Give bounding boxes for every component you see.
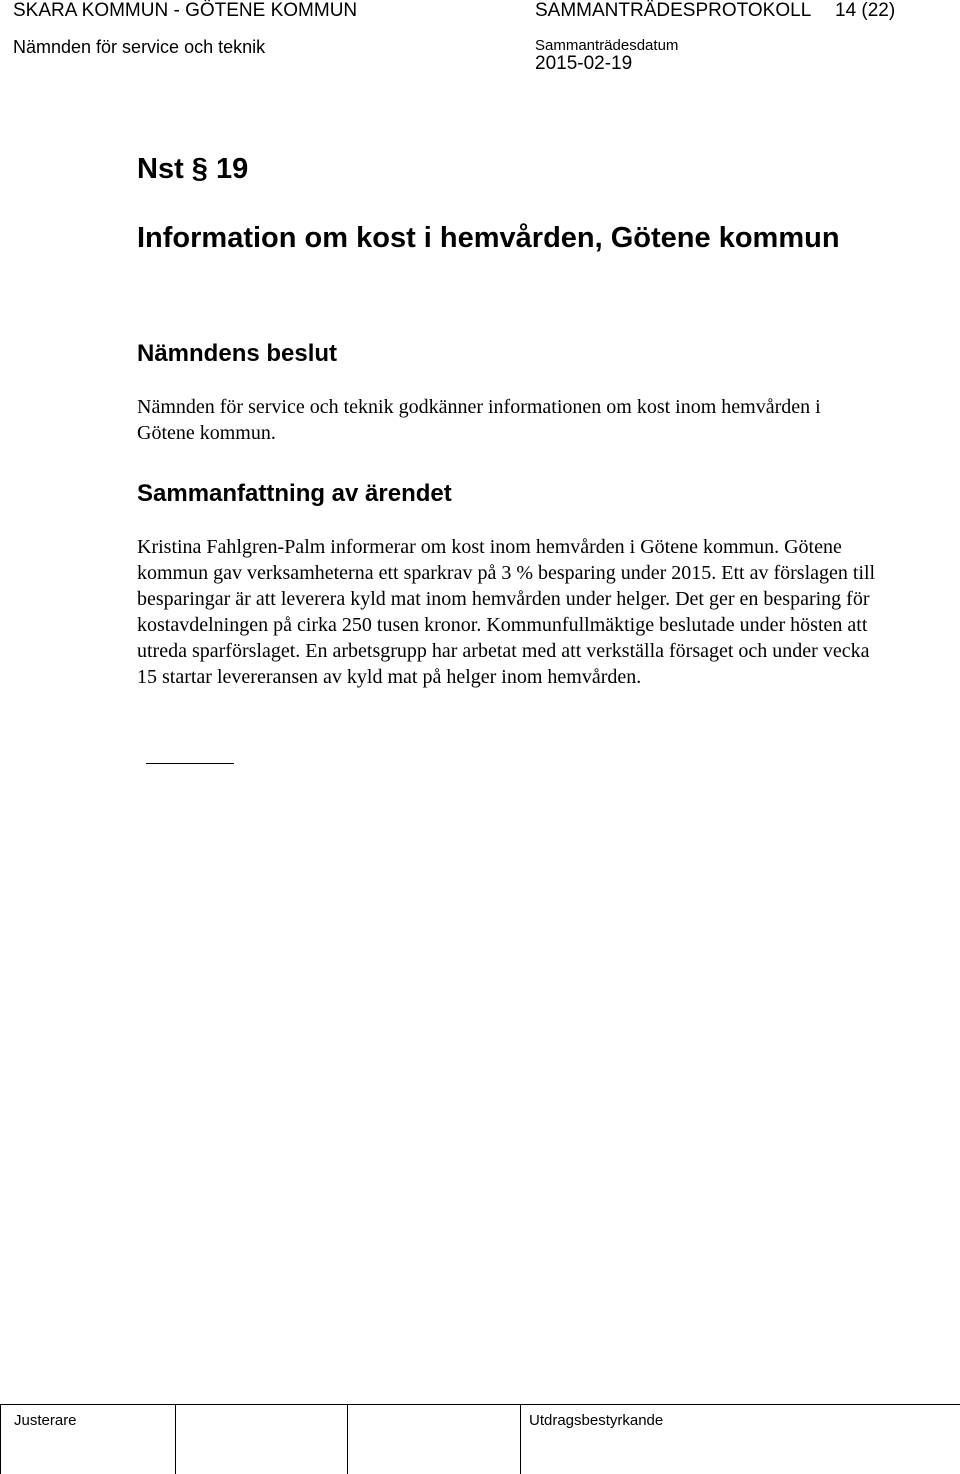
signature-cell-1	[175, 1405, 347, 1474]
adjuster-cell	[0, 1405, 175, 1474]
header-committee: Nämnden för service och teknik	[13, 37, 266, 57]
header-document-type: SAMMANTRÄDESPROTOKOLL	[535, 0, 812, 21]
end-rule	[146, 763, 234, 764]
summary-text: Kristina Fahlgren-Palm informerar om kost inom hemvården i Götene kommun. Götene kommun gav verksamheterna ett sparkrav på 3 % besparing under 2015. Ett av förslagen till besparingar är att leverera kyld mat inom hemvården under helger. Det ger en besparing för kostavdelningen på cirka 250 tusen kronor. Kommunfullmäktige beslutade under hösten att utreda sparförslaget. En arbetsgrupp har arbetat med att verkställa försaget och under vecka 15 startar levereransen av kyld mat på helger inom hemvården.	[137, 536, 876, 688]
summary-heading: Sammanfattning av ärendet	[137, 480, 452, 507]
header-date: 2015-02-19	[535, 53, 633, 74]
signature-cell-2	[347, 1405, 520, 1474]
signature-footer	[0, 1404, 960, 1473]
header-page-number: 14 (22)	[835, 0, 896, 21]
header-date-label: Sammanträdesdatum	[535, 37, 679, 54]
item-title: Information om kost i hemvården, Götene kommun	[137, 222, 840, 254]
extract-cell	[520, 1405, 960, 1474]
decision-heading: Nämndens beslut	[137, 340, 338, 367]
header-organization: SKARA KOMMUN - GÖTENE KOMMUN	[13, 0, 358, 21]
item-number: Nst § 19	[137, 153, 249, 185]
extract-label: Utdragsbestyrkande	[529, 1412, 664, 1429]
adjuster-label: Justerare	[14, 1412, 77, 1429]
decision-text: Nämnden för service och teknik godkänner informationen om kost inom hemvården i Götene kommun.	[137, 396, 821, 444]
